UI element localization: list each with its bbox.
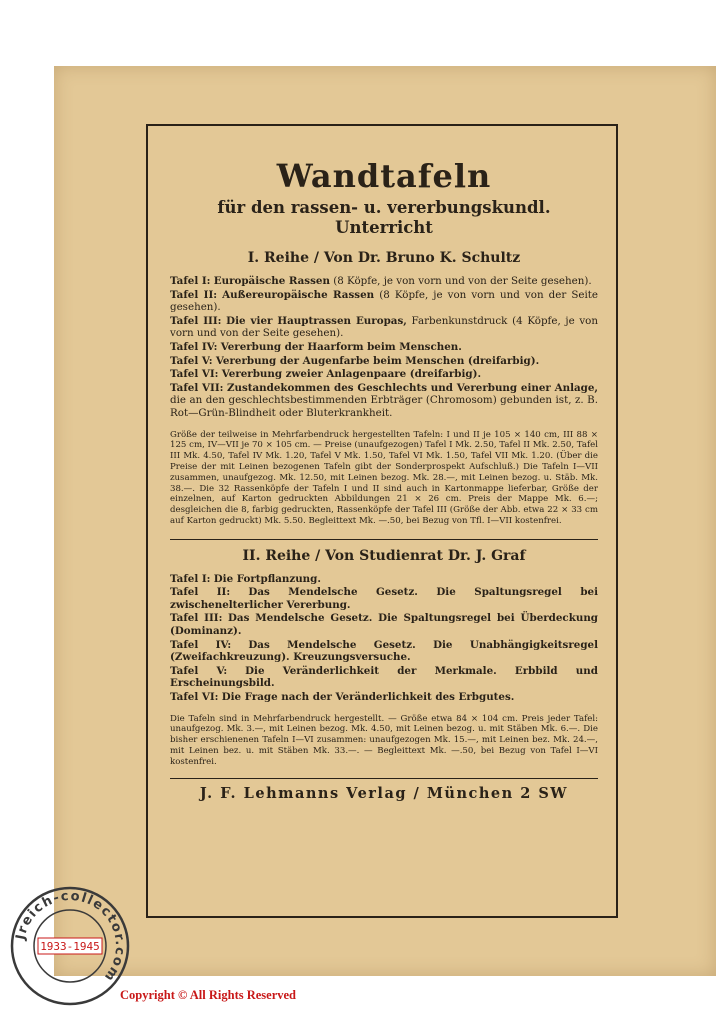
series-2-heading: II. Reihe / Von Studienrat Dr. J. Graf: [242, 547, 526, 564]
plate-entry: Tafel II: Das Mendelsche Gesetz. Die Spaltungsregel bei zwischenelterlicher Vererbung.: [170, 586, 599, 611]
series-1-heading: I. Reihe / Von Dr. Bruno K. Schultz: [247, 250, 521, 266]
divider: [170, 778, 598, 779]
text-frame: [146, 124, 618, 918]
plate-entry: Tafel VI: Die Frage nach der Veränderlichkeit des Erbgutes.: [170, 691, 515, 704]
page-subtitle: für den rassen- u. vererbungskundl. Unterricht: [217, 198, 551, 237]
plate-entry: Tafel II: Außereuropäische Rassen (8 Köpfe, je von vorn und von der Seite gesehen).: [170, 288, 598, 314]
plate-entry: Tafel I: Europäische Rassen (8 Köpfe, je von vorn und von der Seite gesehen).: [170, 275, 592, 287]
plate-entry: Tafel VII: Zustandekommen des Geschlechts und Vererbung einer Anlage, die an den geschlechtsbestimmenden Erbträger (Chromosom) gebunden ist, z. B. Rot—Grün-Blindheit oder Bluterkrankheit.: [170, 381, 599, 419]
plate-entry: Tafel V: Vererbung der Augenfarbe beim Menschen (dreifarbig).: [170, 354, 540, 367]
copyright-notice: Copyright © All Rights Reserved: [120, 988, 297, 1002]
plate-entry: Tafel III: Die vier Hauptrassen Europas, Farbenkunstdruck (4 Köpfe, je von vorn und von der Seite gesehen).: [170, 314, 598, 340]
plate-entry: Tafel V: Die Veränderlichkeit der Merkmale. Erbbild und Erscheinungsbild.: [170, 664, 598, 690]
collector-stamp-icon: [8, 884, 132, 1008]
plate-entry: Tafel III: Das Mendelsche Gesetz. Die Spaltungsregel bei Überdeckung (Dominanz).: [170, 612, 598, 638]
series-1-pricing-note: Größe der teilweise in Mehrfarbendruck hergestellten Tafeln: I und II je 105 × 140 cm, III 88 × 125 cm, IV—VII je 70 × 105 cm. — Preise (unaufgezogen) Tafel I Mk. 2.50, Tafel II Mk. 2.50, Tafel III Mk. 4.50, Tafel IV Mk. 1.20, Tafel V Mk. 1.50, Tafel VI Mk. 1.50, Tafel VII Mk. 1.20. (Über die Preise der mit Leinen bezogenen Tafeln gibt der Sonderprospekt Aufschluß.) Die Tafeln I—VII zusammen, unaufgezog. Mk. 12.50, mit Leinen bezog. Mk. 28.—, mit Leinen bezog. u. Stäb. Mk. 38.—. Die 32 Rassenköpfe der Tafeln I und II sind auch in Kartonmappe lieferbar, Größe der einzelnen, auf Karton gedruckten Abbildungen 21 × 26 cm. Preis der Mappe Mk. 6.—; desgleichen die 8, farbig gedruckten, Rassenköpfe der Tafel III (Größe der Abb. etwa 22 × 33 cm auf Karton gedruckt) Mk. 5.50. Begleittext Mk. —.50, bei Bezug von Tfl. I—VII kostenfrei.: [170, 429, 599, 526]
series-1-plate-list: [170, 275, 598, 420]
divider: [170, 539, 598, 540]
series-2-plate-list: [170, 573, 598, 704]
series-2-pricing-note: Die Tafeln sind in Mehrfarbendruck hergestellt. — Größe etwa 84 × 104 cm. Preis jeder Tafel: unaufgezog. Mk. 3.—, mit Leinen bezog. Mk. 4.50, mit Leinen bezog. u. mit Stäben Mk. 6.—. Die bisher erschienenen Tafeln I—VI zusammen: unaufgezogen Mk. 15.—, mit Leinen bez. Mk. 24.—, mit Leinen bez. u. mit Stäben Mk. 33.—. — Begleittext Mk. —.50, bei Bezug von Tafel I—VI kostenfrei.: [170, 713, 598, 767]
stamp-outer-text: Jreich-collector.com: [13, 888, 128, 985]
plate-entry: Tafel VI: Vererbung zweier Anlagenpaare (dreifarbig).: [170, 368, 482, 381]
book-back-cover: [54, 66, 716, 976]
plate-entry: Tafel IV: Das Mendelsche Gesetz. Die Unabhängigkeitsregel (Zweifachkreuzung). Kreuzungsversuche.: [170, 638, 598, 664]
publisher-imprint: J. F. Lehmanns Verlag / München 2 SW: [199, 784, 569, 802]
plate-entry: Tafel I: Die Fortpflanzung.: [170, 572, 321, 585]
plate-entry: Tafel IV: Vererbung der Haarform beim Menschen.: [170, 340, 462, 353]
page-title: Wandtafeln: [276, 157, 492, 195]
stamp-years: 1933-1945: [40, 940, 100, 953]
